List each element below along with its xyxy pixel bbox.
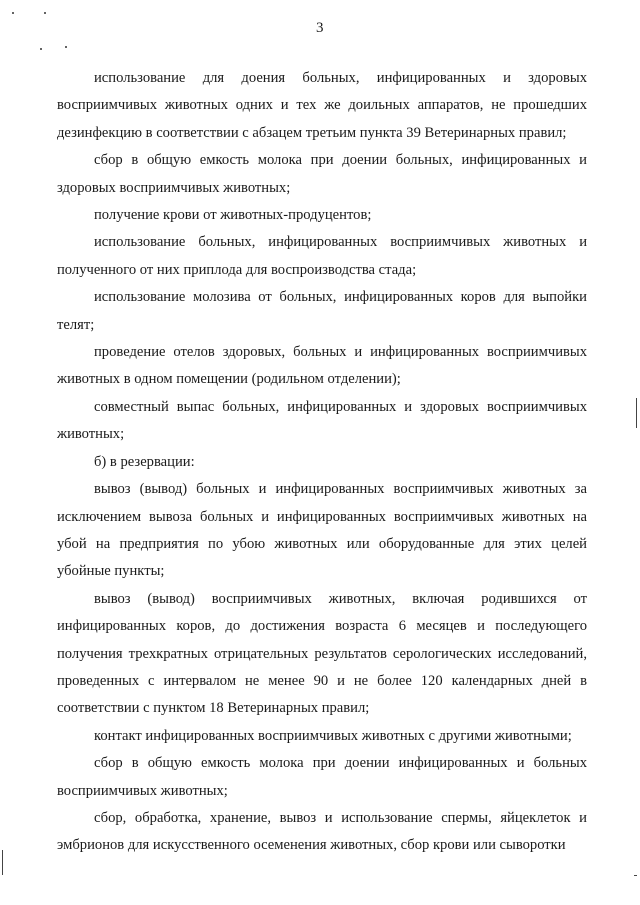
page-number: 3 [316, 20, 324, 36]
scan-margin-mark [2, 850, 3, 875]
paragraph: сбор в общую емкость молока при доении больных, инфицированных и здоровых восприимчивых животных; [57, 152, 587, 196]
scan-margin-mark [636, 398, 637, 428]
paragraph: сбор в общую емкость молока при доении инфицированных и больных восприимчивых животных; [57, 755, 587, 799]
document-body [57, 65, 587, 860]
paragraph: вывоз (вывод) больных и инфицированных восприимчивых животных за исключением вывоза больных и инфицированных восприимчивых животных на убой на предприятия по убою животных или оборудованные для этих целей убойные пункты; [57, 481, 587, 580]
scan-speck [40, 48, 42, 50]
paragraph: проведение отелов здоровых, больных и инфицированных восприимчивых животных в одном помещении (родильном отделении); [57, 344, 587, 388]
paragraph: совместный выпас больных, инфицированных и здоровых восприимчивых животных; [57, 398, 587, 443]
paragraph: использование молозива от больных, инфицированных коров для выпойки телят; [57, 289, 587, 333]
scan-speck [65, 46, 67, 48]
paragraph: использование больных, инфицированных восприимчивых животных и полученного от них приплода для воспроизводства стада; [57, 234, 587, 278]
scan-speck [12, 12, 14, 14]
paragraph: вывоз (вывод) восприимчивых животных, включая родившихся от инфицированных коров, до достижения возраста 6 месяцев и последующего получения трехкратных отрицательных результатов серологических исследований, проведенных с интервалом не менее 90 и не более 120 календарных дней в соответствии с пунктом 18 Ветеринарных правил; [57, 590, 587, 717]
scan-margin-mark [634, 875, 637, 876]
paragraph: использование для доения больных, инфицированных и здоровых восприимчивых животных одних и тех же доильных аппаратов, не прошедших дезинфекцию в соответствии с абзацем третьим пункта 39 Ветеринарных правил; [57, 70, 587, 141]
paragraph: контакт инфицированных восприимчивых животных с другими животными; [94, 727, 572, 744]
scan-speck [44, 12, 46, 14]
paragraph: получение крови от животных-продуцентов; [94, 207, 372, 224]
paragraph: сбор, обработка, хранение, вывоз и использование спермы, яйцеклеток и эмбрионов для искусственного осеменения животных, сбор крови или сыворотки [57, 809, 587, 854]
subsection-heading: б) в резервации: [94, 453, 195, 470]
